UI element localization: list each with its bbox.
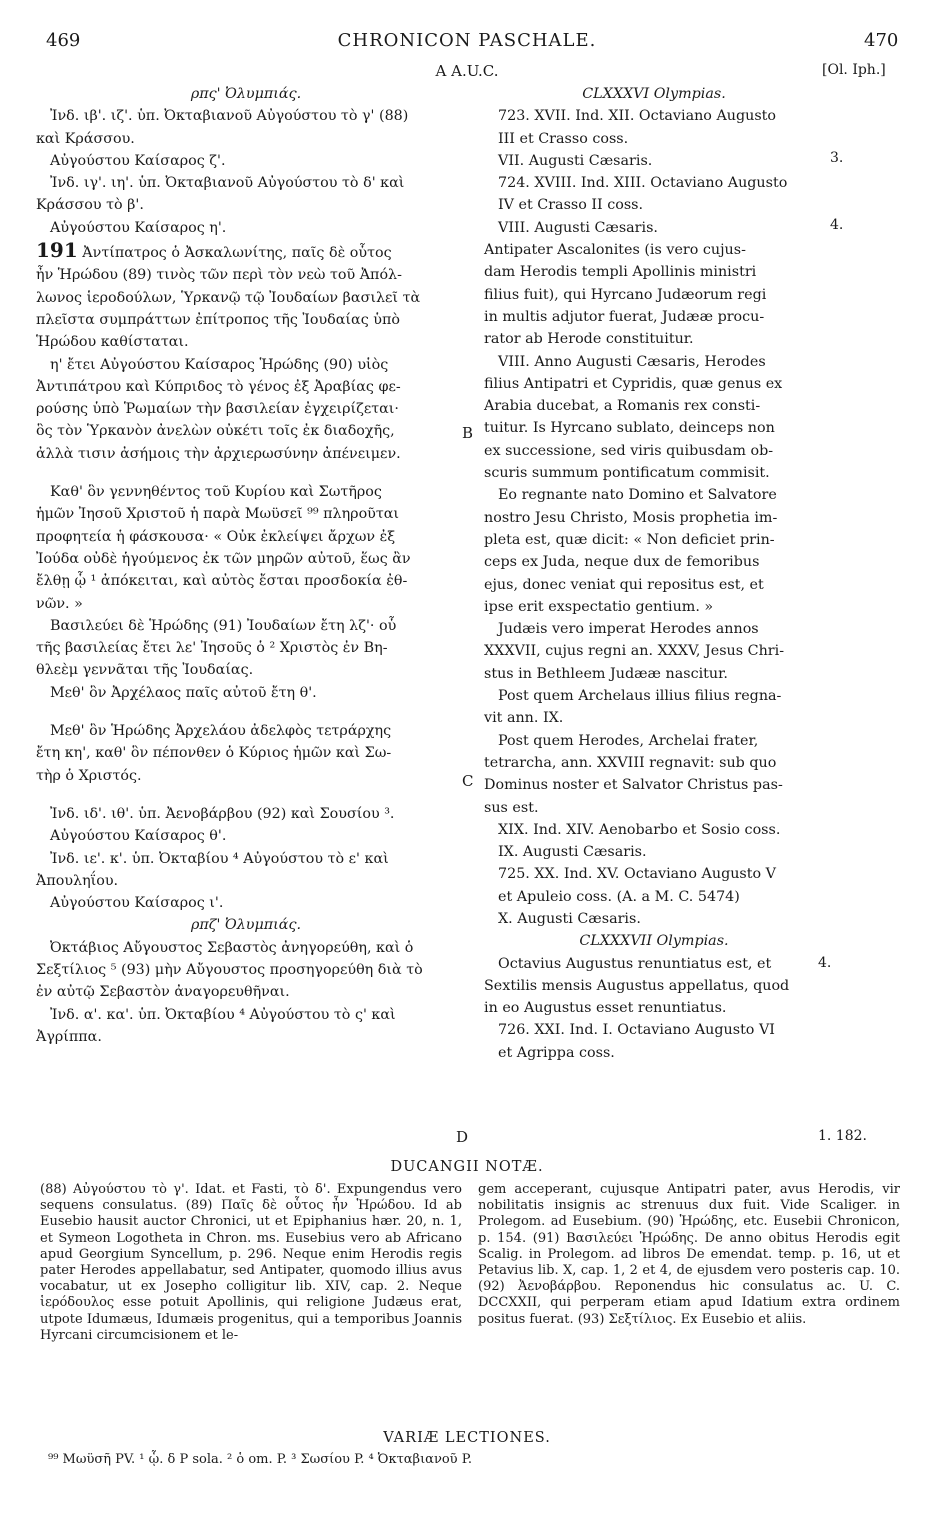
latin-line: 723. XVII. Ind. XII. Octaviano Augusto [498,108,777,125]
latin-line: rator ab Herode constituitur. [484,331,694,348]
margin-letter-d: D [456,1128,469,1146]
greek-line: ἔλθῃ ᾧ ¹ ἀπόκειται, καὶ αὐτὸς ἔσται προσδοκία ἐθ- [36,573,408,590]
greek-line: Βασιλεύει δὲ Ἡρώδης (91) Ἰουδαίων ἔτη λζ'· οὗ [50,617,397,634]
greek-line: ὃς τὸν Ὑρκανὸν ἀνελὼν οὐκέτι τοῖς ἐκ διαδοχῆς, [36,423,395,440]
greek-line: ἐν αὐτῷ Σεβαστὸν ἀναγορευθῆναι. [36,984,290,1001]
greek-line: ἦν Ἡρώδου (89) τινὸς τῶν περὶ τὸν νεὼ τοῦ Ἀπόλ- [36,267,402,284]
olympiad-heading: ρπς' Ὀλυμπιάς. [190,86,302,102]
latin-line: scuris summum pontificatum commisit. [484,465,770,482]
notes-text: gem acceperant, cujusque Antipatri pater, avus Herodis, vir nobilitatis insignis ac strenuus dux fuit. Vide Scaliger. in Prolegom. ad Eusebium. (90) Ἡρώδης, etc. Eusebii Chronicon, p. 154. (91) Βασιλεύει Ἡρώδης. De anno obitus Herodis egit Scalig. in Prolegom. ad libros De emendat. temp. p. 16, ut et Petavius lib. X, cap. 1, 2 et 4, de ejusdem vero posteris cap. 10. (92) Ἀενοβάρβου. Reponendus hic consulatus ac. U. C. DCCXXII, qui perperam etiam apud Idatium extra ordinem positus fuerat. (93) Σεξτίλιος. Ex Eusebio et aliis. [478,1182,900,1327]
greek-line: Αὐγούστου Καίσαρος θ'. [50,828,227,845]
latin-line: Antipater Ascalonites (is vero cujus- [484,242,746,259]
variae-text: ⁹⁹ Μωϋσῆ PV. ¹ ᾧ. δ P sola. ² ὁ om. P. ³ Σωσίου P. ⁴ Ὀκταβιανοῦ P. [48,1452,472,1467]
margin-letter-b: B [462,424,474,442]
notes-text: (88) Αὐγούστου τὸ γ'. Idat. et Fasti, τὸ δ'. Expungendus vero sequens consulatus. (89) Παῖς δὲ οὗτος ἦν Ἡρώδου. Id ab Eusebio hausit auctor Chronici, ut et Epiphanius hær. 20, n. 1, et Symeon Logotheta in Chron. ms. Eusebius vero ab Africano apud Georgium Syncellum, p. 296. Neque enim Herodis regis pater Herodes appellabatur, sed Antipater, quomodo illius avus vocabatur, ut ex Josepho colligitur lib. XIV, cap. 2. Neque ἱερόδουλος esse potuit Apollinis, qui religione Judæus erat, utpote Idumæus, Idumæis progenitus, qui a temporibus Joannis Hyrcani circumcisionem et le- [40,1182,462,1343]
latin-line: 725. XX. Ind. XV. Octaviano Augusto V [498,866,776,883]
latin-line: Post quem Archelaus illius filius regna- [498,688,782,705]
greek-line: Κράσσου τὸ β'. [36,197,144,214]
latin-line: ejus, donec veniat qui repositus est, et [484,576,764,593]
greek-line: Καθ' ὃν γεννηθέντος τοῦ Κυρίου καὶ Σωτῆρος [50,484,382,501]
latin-line: VIII. Anno Augusti Cæsaris, Herodes [498,353,766,370]
year-number: 3. [830,150,844,166]
latin-line: nostro Jesu Christo, Mosis prophetia im- [484,509,778,526]
latin-line: stus in Bethleem Judææ nascitur. [484,665,728,682]
latin-line: dam Herodis templi Apollinis ministri [484,264,757,281]
greek-line: Ἰνδ. α'. κα'. ὑπ. Ὀκταβίου ⁴ Αὐγούστου τὸ ς' καὶ [50,1006,396,1023]
greek-column [36,83,456,1048]
latin-line: filius Antipatri et Cypridis, quæ genus ex [484,375,783,392]
latin-line: VII. Augusti Cæsaris. [498,152,653,169]
latin-line: Post quem Herodes, Archelai frater, [498,732,759,749]
greek-line: Ἀγρίππα. [36,1028,102,1045]
greek-line: θλεὲμ γεννᾶται τῆς Ἰουδαίας. [36,662,254,679]
latin-line: Dominus noster et Salvator Christus pas- [484,777,783,794]
greek-line: τὴρ ὁ Χριστός. [36,767,142,784]
latin-line: XXXVII, cujus regni an. XXXV, Jesus Chri- [484,643,785,660]
olympiad-column-heading: [Ol. Iph.] [822,62,886,78]
latin-line: 724. XVIII. Ind. XIII. Octaviano Augusto [498,175,788,192]
latin-line: 726. XXI. Ind. I. Octaviano Augusto VI [498,1022,775,1039]
greek-line: ἀλλὰ τισιν ἀσήμοις τὴν ἀρχιερωσύνην ἀπένειμεν. [36,445,401,462]
latin-line: ex successione, sed viris quibusdam ob- [484,442,774,459]
greek-line: Ἀπουληΐου. [36,872,119,889]
latin-line: ipse erit exspectatio gentium. » [484,598,714,615]
latin-line: IX. Augusti Cæsaris. [498,844,647,861]
page-number-left: 469 [46,30,81,51]
olympiad-heading: CLXXXVII Olympias. [579,933,729,950]
greek-line: Σεξτίλιος ⁵ (93) μὴν Αὔγουστος προσηγορεύθη διὰ τὸ [36,961,423,978]
greek-line: Αὐγούστου Καίσαρος η'. [50,219,227,236]
notes-column-right [478,1182,900,1328]
greek-line: Ἡρώδου καθίσταται. [36,334,189,351]
latin-line: in multis adjutor fuerat, Judææ procu- [484,308,765,325]
latin-line: et Apuleio coss. (A. a M. C. 5474) [498,888,740,905]
greek-line: Ἰνδ. ιγ'. ιη'. ὑπ. Ὀκταβιανοῦ Αὐγούστου τὸ δ' καὶ [50,175,405,192]
running-title: CHRONICON PASCHALE. [337,30,597,51]
variae-title: VARIÆ LECTIONES. [383,1430,551,1446]
greek-line: Ἰνδ. ιδ'. ιθ'. ὑπ. Ἀενοβάρβου (92) καὶ Σουσίου ³. [50,805,395,822]
greek-line: Ἰούδα οὐδὲ ἡγούμενος ἐκ τῶν μηρῶν αὐτοῦ, ἕως ἂν [36,550,411,567]
year-number: 1. 182. [818,1128,867,1144]
latin-line: Octavius Augustus renuntiatus est, et [498,955,772,972]
year-number: 4. [830,217,844,233]
latin-line: Eo regnante nato Domino et Salvatore [498,487,777,504]
auc-heading: A A.U.C. [435,62,499,80]
notes-title: DUCANGII NOTÆ. [390,1159,544,1175]
greek-line: τῆς βασιλείας ἔτει λε' Ἰησοῦς ὁ ² Χριστὸς ἐν Βη- [36,640,388,657]
latin-line: tetrarcha, ann. XXVIII regnavit: sub quo [484,754,777,771]
latin-line: Arabia ducebat, a Romanis rex consti- [484,398,761,415]
section-number: 191 [36,238,78,263]
greek-line: ἔτη κη', καθ' ὃν πέπονθεν ὁ Κύριος ἡμῶν καὶ Σω- [36,745,392,762]
margin-letter-c: C [462,772,474,790]
latin-line: Judæis vero imperat Herodes annos [498,621,759,638]
latin-line: X. Augusti Cæsaris. [498,910,641,927]
greek-line: 191 Ἀντίπατρος ὁ Ἀσκαλωνίτης, παῖς δὲ οὗτος [36,238,392,263]
greek-line: λωνος ἱεροδούλων, Ὑρκανῷ τῷ Ἰουδαίων βασιλεῖ τὰ [36,289,421,306]
greek-line: νῶν. » [36,595,83,612]
latin-line: filius fuit), qui Hyrcano Judæorum regi [484,286,767,303]
olympiad-heading: CLXXXVI Olympias. [582,86,726,102]
greek-line: Αὐγούστου Καίσαρος ζ'. [50,152,226,169]
latin-line: et Agrippa coss. [498,1044,615,1061]
year-number: 4. [818,955,832,971]
latin-line: tuitur. Is Hyrcano sublato, deinceps non [484,420,775,437]
latin-line: pleta est, quæ dicit: « Non deficiet prin- [484,531,775,548]
latin-line: sus est. [484,799,539,816]
greek-line: Μεθ' ὃν Ἀρχέλαος παῖς αὐτοῦ ἔτη θ'. [50,684,317,701]
greek-line: ἡμῶν Ἰησοῦ Χριστοῦ ἡ παρὰ Μωϋσεῖ ⁹⁹ πληροῦται [36,506,400,523]
greek-line: πλεῖστα συμπράττων ἐπίτροπος τῆς Ἰουδαίας ὑπὸ [36,311,400,328]
greek-line: Αὐγούστου Καίσαρος ι'. [50,895,224,912]
latin-line: IV et Crasso II coss. [498,197,644,214]
greek-line: Ὀκτάβιος Αὔγουστος Σεβαστὸς ἀνηγορεύθη, καὶ ὁ [50,939,414,956]
latin-column [484,83,824,1064]
latin-line: VIII. Augusti Cæsaris. [498,219,658,236]
notes-column-left [40,1182,462,1344]
olympiad-heading: ρπζ' Ὀλυμπιάς. [191,917,301,934]
page-number-right: 470 [864,30,899,51]
latin-line: III et Crasso coss. [498,130,629,147]
greek-line: η' ἔτει Αὐγούστου Καίσαρος Ἡρώδης (90) υἱὸς [50,356,389,373]
latin-line: Sextilis mensis Augustus appellatus, quod [484,977,790,994]
latin-line: in eo Augustus esset renuntiatus. [484,1000,727,1017]
greek-line: Ἰνδ. ιε'. κ'. ὑπ. Ὀκταβίου ⁴ Αὐγούστου τὸ ε' καὶ [50,850,389,867]
latin-line: vit ann. IX. [484,710,564,727]
greek-line: καὶ Κράσσου. [36,130,135,147]
greek-line: ρούσης ὑπὸ Ῥωμαίων τὴν βασιλείαν ἐγχειρίζεται· [36,401,399,418]
greek-line: Ἰνδ. ιβ'. ιζ'. ὑπ. Ὀκταβιανοῦ Αὐγούστου τὸ γ' (88) [50,108,409,125]
greek-line: προφητεία ἡ φάσκουσα· « Οὐκ ἐκλείψει ἄρχων ἐξ [36,528,396,545]
latin-line: ceps ex Juda, neque dux de femoribus [484,554,760,571]
greek-line: Μεθ' ὃν Ἡρώδης Ἀρχελάου ἀδελφὸς τετράρχης [50,723,392,740]
latin-line: XIX. Ind. XIV. Aenobarbo et Sosio coss. [498,821,781,838]
greek-line: Ἀντιπάτρου καὶ Κύπριδος τὸ γένος ἐξ Ἀραβίας φε- [36,378,401,395]
